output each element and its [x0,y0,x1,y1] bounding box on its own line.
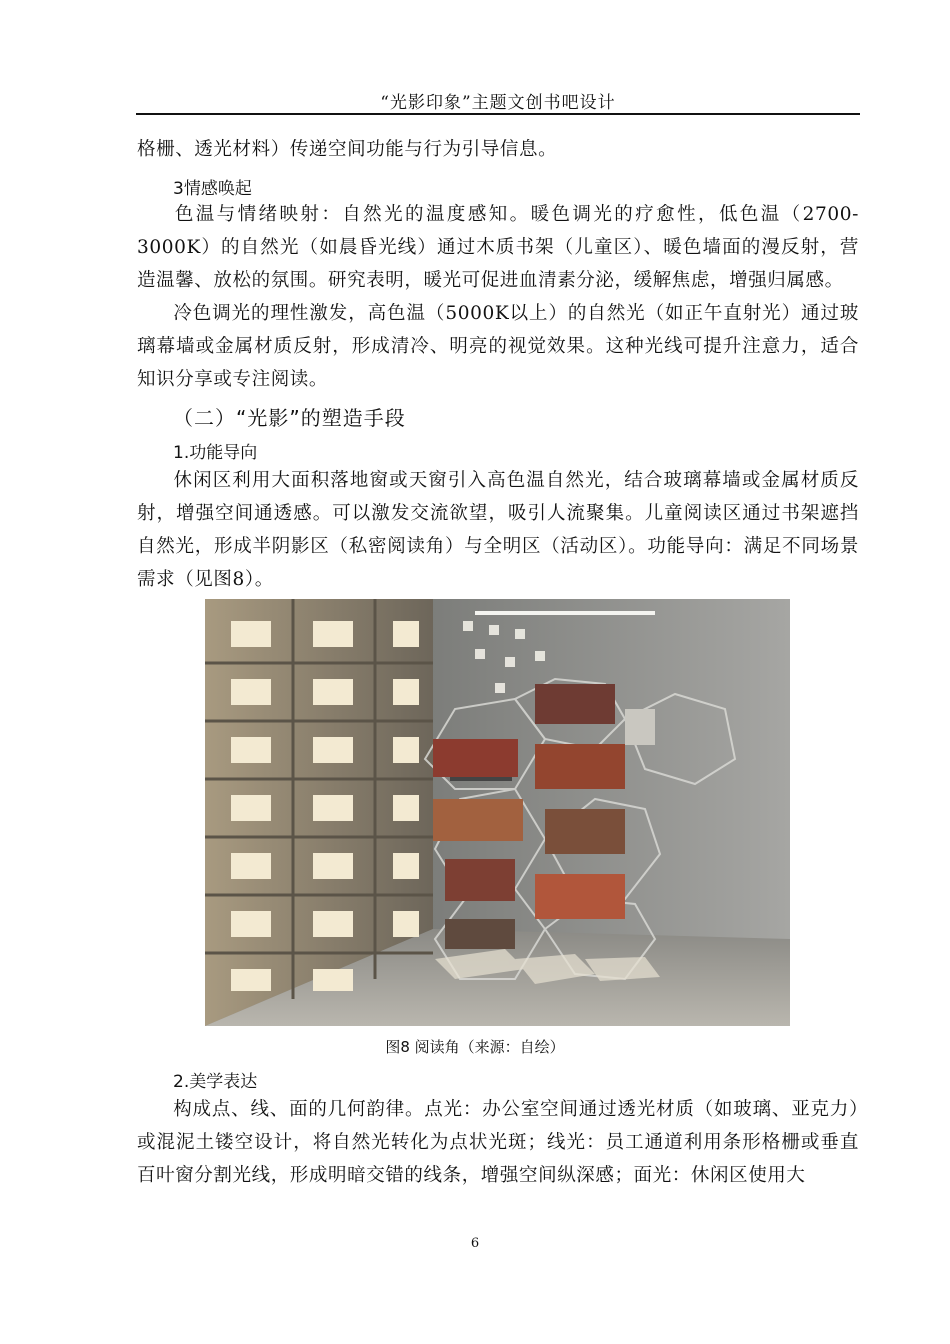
paragraph-aesthetic: 构成点、线、面的几何韵律。点光：办公室空间通过透光材质（如玻璃、亚克力）或混泥土镂空设计，将自然光转化为点状光斑；线光：员工通道利用条形格栅或垂直百叶窗分割光线，形成明暗交错的线条，增强空间纵深感；面光：休闲区使用大 [137,1099,859,1186]
subheading-emotion: 3情感唤起 [173,179,252,199]
paragraph-intro: 格栅、透光材料）传递空间功能与行为引导信息。 [137,139,558,160]
paragraph-function: 休闲区利用大面积落地窗或天窗引入高色温自然光，结合玻璃幕墙或金属材质反射，增强空间通透感。可以激发交流欲望，吸引人流聚集。儿童阅读区通过书架遮挡自然光，形成半阴影区（私密阅读角）与全明区（活动区）。功能导向：满足不同场景需求（见图8）。 [137,470,859,590]
header-rule [136,113,860,115]
subheading-aesthetic: 2.美学表达 [173,1072,258,1092]
reading-corner-illustration [205,599,790,1026]
section-heading-methods: （二）“光影”的塑造手段 [173,406,406,430]
subheading-function: 1.功能导向 [173,443,258,463]
page-number: 6 [470,1236,480,1251]
paragraph-emotion-1: 色温与情绪映射：自然光的温度感知。暖色调光的疗愈性，低色温（2700-3000K）的自然光（如晨昏光线）通过木质书架（儿童区）、暖色墙面的漫反射，营造温馨、放松的氛围。研究表明，暖光可促进血清素分泌，缓解焦虑，增强归属感。 [137,204,859,291]
paragraph-emotion-2: 冷色调光的理性激发，高色温（5000K以上）的自然光（如正午直射光）通过玻璃幕墙或金属材质反射，形成清冷、明亮的视觉效果。这种光线可提升注意力，适合知识分享或专注阅读。 [137,303,859,390]
reading-corner-figure [205,599,790,1026]
figure-caption: 图8 阅读角（来源：自绘） [385,1038,565,1056]
page-header: “光影印象”主题文创书吧设计 [380,93,616,113]
